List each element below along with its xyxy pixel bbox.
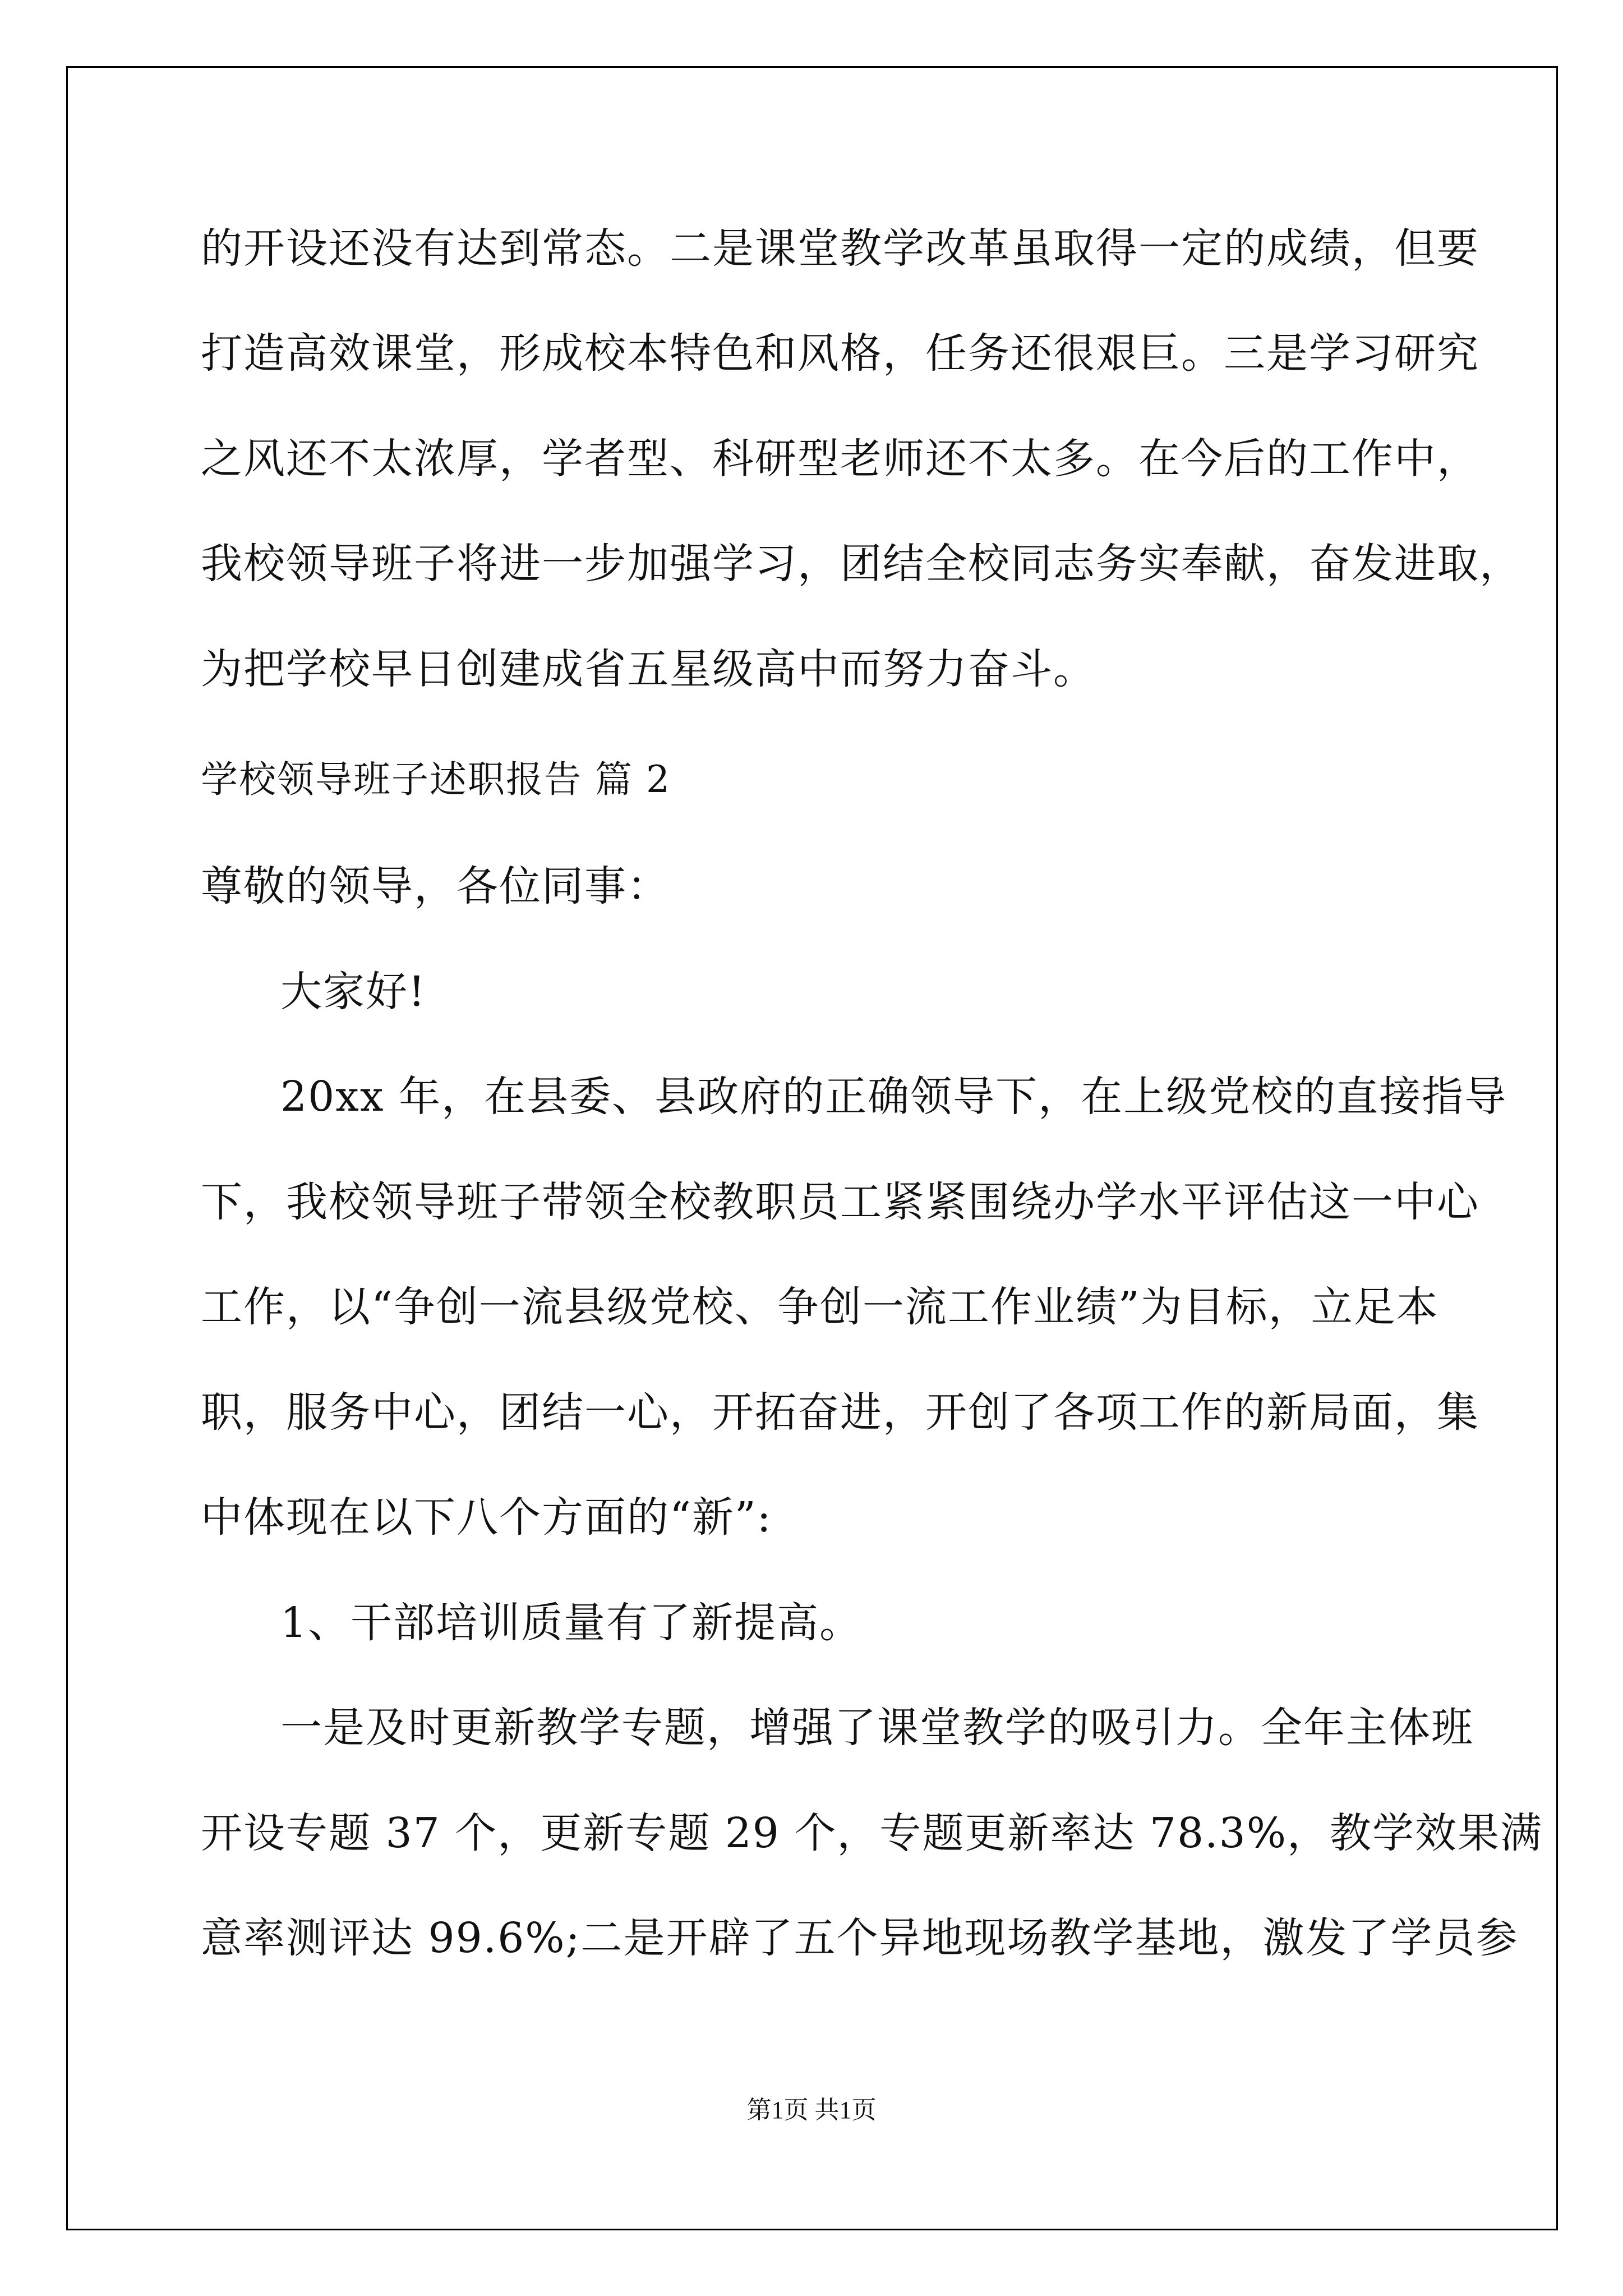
section-title: 学校领导班子述职报告 篇 2	[201, 758, 671, 801]
paragraph-line: 为把学校早日创建成省五星级高中而努力奋斗。	[201, 645, 1096, 693]
page-footer: 第1页 共1页	[746, 2096, 877, 2124]
salutation: 尊敬的领导，各位同事：	[201, 862, 670, 910]
paragraph-line: 工作，以“争创一流县级党校、争创一流工作业绩”为目标，立足本	[201, 1283, 1439, 1331]
paragraph-line: 下，我校领导班子带领全校教职员工紧紧围绕办学水平评估这一中心	[201, 1178, 1479, 1226]
page-border	[66, 66, 1558, 2230]
paragraph-line: 意率测评达 99.6%;二是开辟了五个异地现场教学基地，激发了学员参	[201, 1914, 1519, 1962]
paragraph-line: 职，服务中心，团结一心，开拓奋进，开创了各项工作的新局面，集	[201, 1388, 1479, 1437]
paragraph-line: 开设专题 37 个，更新专题 29 个，专题更新率达 78.3%，教学效果满	[201, 1809, 1543, 1857]
paragraph-line: 的开设还没有达到常态。二是课堂教学改革虽取得一定的成绩，但要	[201, 224, 1479, 273]
paragraph-line: 打造高效课堂，形成校本特色和风格，任务还很艰巨。三是学习研究	[201, 329, 1479, 378]
greeting: 大家好!	[280, 968, 426, 1016]
paragraph-line: 我校领导班子将进一步加强学习，团结全校同志务实奉献，奋发进取，	[201, 540, 1522, 588]
paragraph-line: 之风还不太浓厚，学者型、科研型老师还不太多。在今后的工作中，	[201, 435, 1479, 483]
paragraph-line: 中体现在以下八个方面的“新”:	[201, 1493, 772, 1542]
paragraph-line: 20xx 年，在县委、县政府的正确领导下，在上级党校的直接指导	[280, 1073, 1507, 1121]
list-item-heading: 1、干部培训质量有了新提高。	[280, 1599, 863, 1647]
paragraph-line: 一是及时更新教学专题，增强了课堂教学的吸引力。全年主体班	[280, 1704, 1474, 1752]
